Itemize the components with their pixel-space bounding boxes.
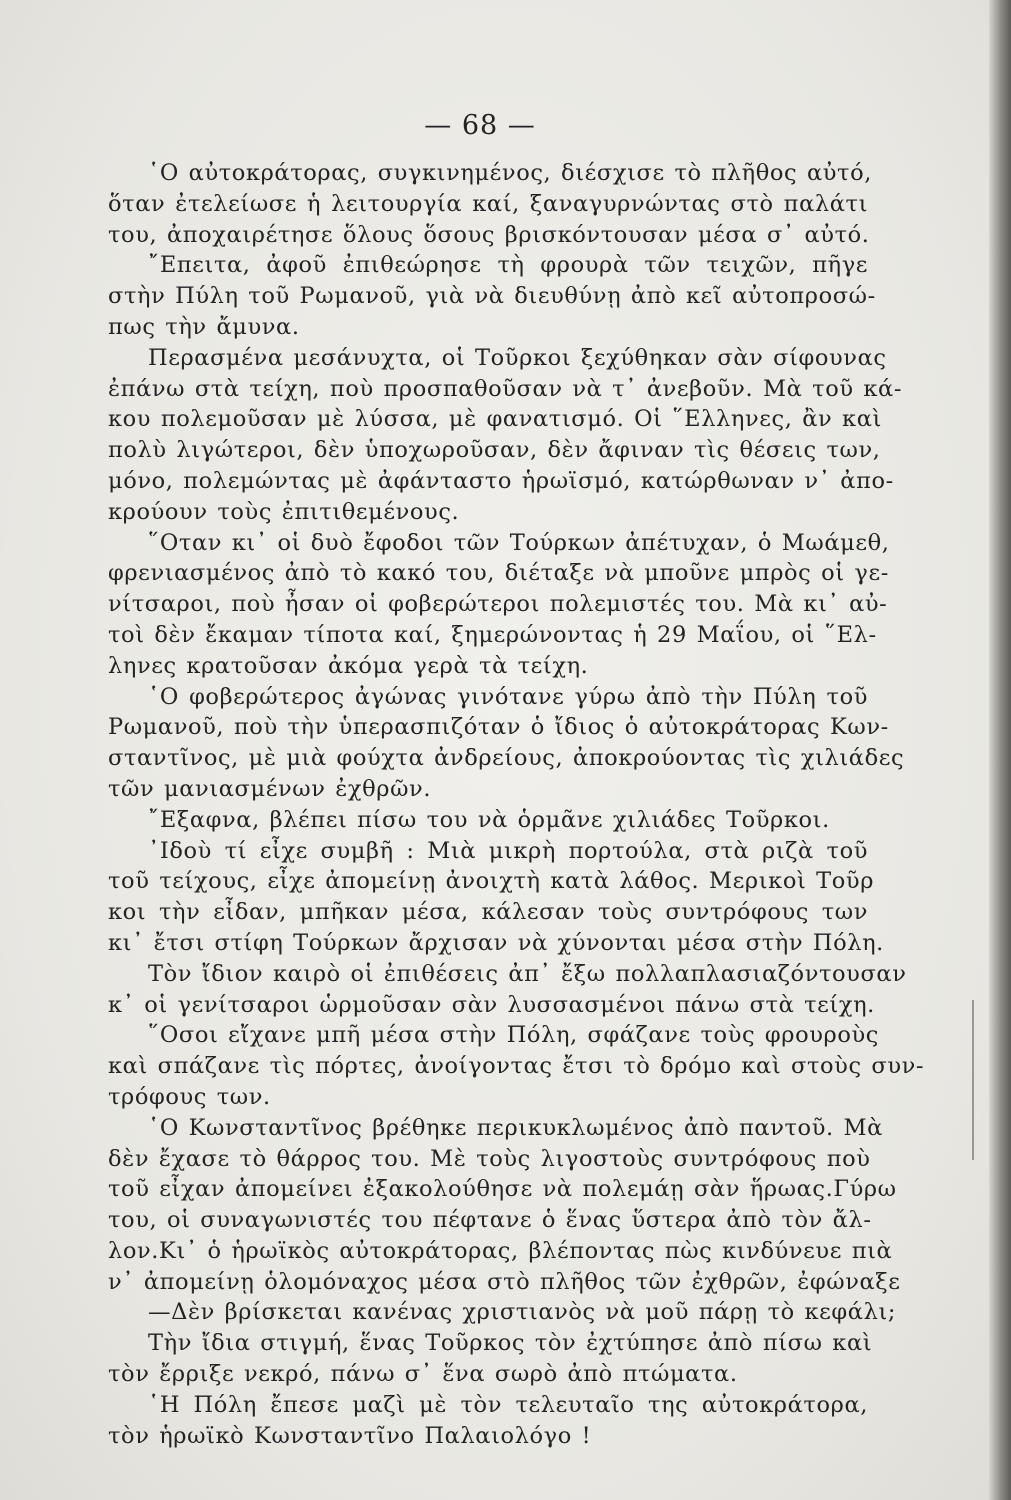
text-line: ῾Ο Κωνσταντῖνος βρέθηκε περικυκλωμένος ἀπὸ παντοῦ. Μὰ	[148, 1114, 883, 1141]
text-line: κοι τὴν εἶδαν, μπῆκαν μέσα, κάλεσαν τοὺς συντρόφους των	[108, 899, 868, 926]
text-line: κ᾽ οἱ γενίτσαροι ὡρμοῦσαν σὰν λυσσασμένοι πάνω στὰ τείχη.	[108, 991, 875, 1018]
text-line: μόνο, πολεμώντας μὲ ἀφάνταστο ἡρωϊσμό, κατώρθωναν ν᾽ ἀπο-	[108, 467, 894, 494]
text-line: πως τὴν ἄμυνα.	[108, 313, 300, 340]
text-line: τῶν μανιασμένων ἐχθρῶν.	[108, 775, 432, 802]
text-line: σταντῖνος, μὲ μιὰ φούχτα ἀνδρείους, ἀποκρούοντας τὶς χιλιάδες	[108, 745, 905, 772]
text-line: Περασμένα μεσάνυχτα, οἱ Τοῦρκοι ξεχύθηκαν σὰν σίφουνας	[148, 344, 887, 371]
text-line: τοῦ εἶχαν ἀπομείνει ἐξακολούθησε νὰ πολεμάῃ σὰν ἥρωας.Γύρω	[108, 1176, 897, 1203]
text-line: τοὶ δὲν ἔκαμαν τίποτα καί, ξημερώνοντας ἡ 29 Μαΐου, οἱ ῞Ελ-	[108, 621, 877, 648]
text-line: Τὸν ἴδιον καιρὸ οἱ ἐπιθέσεις ἀπ᾽ ἔξω πολλαπλασιαζόντουσαν	[148, 960, 907, 987]
text-line: ᾽Ιδοὺ τί εἶχε συμβῆ : Μιὰ μικρὴ πορτούλα, στὰ ριζὰ τοῦ	[148, 837, 868, 864]
text-line: πολὺ λιγώτεροι, δὲν ὑποχωροῦσαν, δὲν ἄφιναν τὶς θέσεις των,	[108, 437, 881, 464]
text-line: ῾Ο αὐτοκράτορας, συγκινημένος, διέσχισε τὸ πλῆθος αὐτό,	[148, 160, 872, 186]
text-line: στὴν Πύλη τοῦ Ρωμανοῦ, γιὰ νὰ διευθύνῃ ἀπὸ κεῖ αὐτοπροσώ-	[108, 283, 876, 310]
text-line: κου πολεμοῦσαν μὲ λύσσα, μὲ φανατισμό. Οἱ ῞Ελληνες, ἂν καὶ	[108, 406, 882, 433]
text-line: ληνες κρατοῦσαν ἀκόμα γερὰ τὰ τείχη.	[108, 652, 589, 679]
text-line: καὶ σπάζανε τὶς πόρτες, ἀνοίγοντας ἔτσι τὸ δρόμο καὶ στοὺς συν-	[108, 1053, 925, 1080]
text-line: τρόφους των.	[108, 1083, 271, 1110]
page-number: — 68 —	[424, 110, 536, 141]
text-line: φρενιασμένος ἀπὸ τὸ κακό του, διέταξε νὰ μποῦνε μπρὸς οἱ γε-	[108, 560, 889, 587]
text-line: Τὴν ἴδια στιγμή, ἕνας Τοῦρκος τὸν ἐχτύπησε ἀπὸ πίσω καὶ	[148, 1330, 873, 1357]
text-line: δὲν ἔχασε τὸ θάρρος του. Μὲ τοὺς λιγοστοὺς συντρόφους ποὺ	[108, 1145, 871, 1172]
text-line: ἐπάνω στὰ τείχη, ποὺ προσπαθοῦσαν νὰ τ᾽ ἀνεβοῦν. Μὰ τοῦ κά-	[108, 375, 903, 402]
text-line: λον.Κι᾽ ὁ ἡρωϊκὸς αὐτοκράτορας, βλέποντας πὼς κινδύνευε πιὰ	[108, 1237, 893, 1264]
text-line: ν᾽ ἀπομείνῃ ὁλομόναχος μέσα στὸ πλῆθος τῶν ἐχθρῶν, ἐφώναξε	[108, 1268, 901, 1295]
text-line: του, ἀποχαιρέτησε ὅλους ὅσους βρισκόντουσαν μέσα σ᾽ αὐτό.	[108, 221, 870, 248]
text-line: —Δὲν βρίσκεται κανένας χριστιανὸς νὰ μοῦ πάρῃ τὸ κεφάλι;	[148, 1299, 897, 1326]
text-line: κρούουν τοὺς ἐπιτιθεμένους.	[108, 498, 460, 525]
text-line: τὸν ἔρριξε νεκρό, πάνω σ᾽ ἕνα σωρὸ ἀπὸ πτώματα.	[108, 1361, 738, 1388]
text-line: ῞Οσοι εἴχανε μπῆ μέσα στὴν Πόλη, σφάζανε τοὺς φρουροὺς	[148, 1022, 879, 1049]
text-line: ὅταν ἐτελείωσε ἡ λειτουργία καί, ξαναγυρνώντας στὸ παλάτι	[108, 190, 868, 217]
text-line: νίτσαροι, ποὺ ἦσαν οἱ φοβερώτεροι πολεμιστές του. Μὰ κι᾽ αὐ-	[108, 591, 888, 618]
text-line: τὸν ἡρωϊκὸ Κωνσταντῖνο Παλαιολόγο !	[108, 1422, 592, 1449]
text-line: κι᾽ ἔτσι στίφη Τούρκων ἄρχισαν νὰ χύνονται μέσα στὴν Πόλη.	[108, 929, 884, 956]
binding-mark	[972, 1000, 974, 1160]
text-line: ῾Η Πόλη ἔπεσε μαζὶ μὲ τὸν τελευταῖο της αὐτοκράτορα,	[148, 1391, 868, 1418]
text-line: ῎Επειτα, ἀφοῦ ἐπιθεώρησε τὴ φρουρὰ τῶν τειχῶν, πῆγε	[148, 252, 868, 279]
text-line: του, οἱ συναγωνιστές του πέφτανε ὁ ἕνας ὕστερα ἀπὸ τὸν ἄλ-	[108, 1207, 872, 1234]
text-line: ῾Ο φοβερώτερος ἀγώνας γινότανε γύρω ἀπὸ τὴν Πύλη τοῦ	[148, 683, 868, 710]
text-line: Ρωμανοῦ, ποὺ τὴν ὑπερασπιζόταν ὁ ἴδιος ὁ αὐτοκράτορας Κων-	[108, 714, 889, 741]
text-line: ῞Οταν κι᾽ οἱ δυὸ ἔφοδοι τῶν Τούρκων ἀπέτυχαν, ὁ Μωάμεθ,	[148, 529, 890, 556]
body-text	[108, 158, 925, 1451]
text-line: ῎Εξαφνα, βλέπει πίσω του νὰ ὁρμᾶνε χιλιάδες Τοῦρκοι.	[148, 806, 830, 833]
text-line: τοῦ τείχους, εἶχε ἀπομείνῃ ἀνοιχτὴ κατὰ λάθος. Μερικοὶ Τοῦρ	[108, 868, 875, 895]
page-edge-shadow	[989, 0, 1011, 1500]
